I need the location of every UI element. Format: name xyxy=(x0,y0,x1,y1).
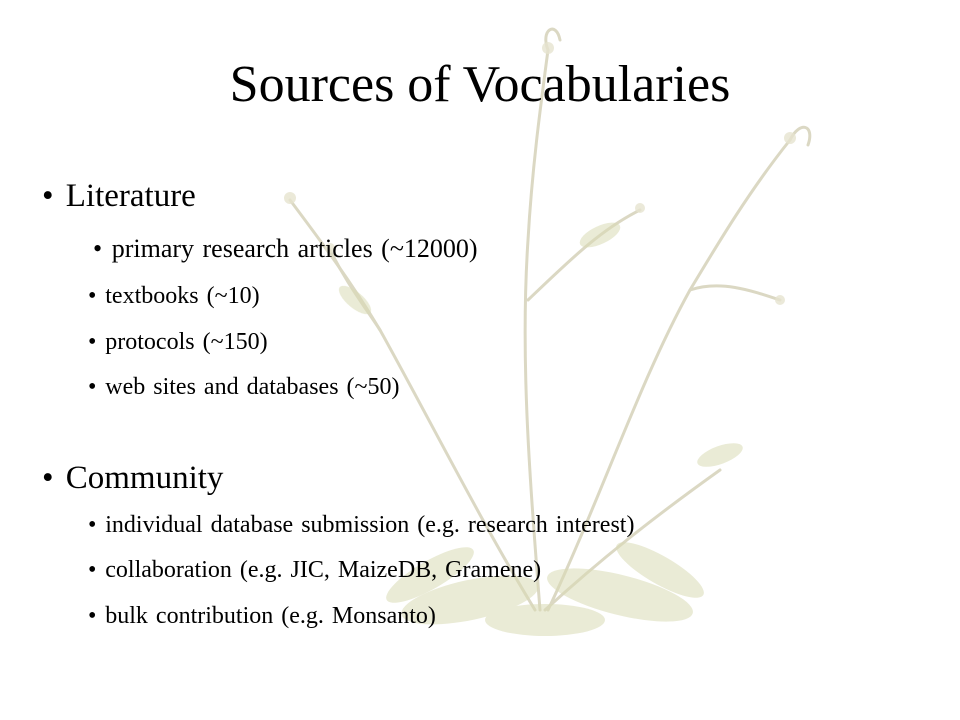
list-item-label: primary research articles (~12000) xyxy=(111,234,478,263)
list-item-label: bulk contribution (e.g. Monsanto) xyxy=(105,603,436,629)
list-item xyxy=(88,372,400,402)
list-item-label: collaboration (e.g. JIC, MaizeDB, Gramene) xyxy=(105,557,542,583)
bullet: • xyxy=(88,374,97,400)
list-item xyxy=(88,601,436,631)
slide-title: Sources of Vocabularies xyxy=(229,56,731,113)
list-item-label: web sites and databases (~50) xyxy=(105,374,400,400)
list-item xyxy=(88,555,541,585)
list-item-label: individual database submission (e.g. research interest) xyxy=(105,512,635,538)
list-item-label: protocols (~150) xyxy=(105,329,268,355)
bullet: • xyxy=(42,178,54,214)
list-item xyxy=(88,510,634,540)
bullet: • xyxy=(42,460,54,496)
bullet: • xyxy=(88,329,97,355)
list-item xyxy=(93,234,478,264)
section-heading-literature xyxy=(42,176,196,216)
bullet: • xyxy=(88,283,97,309)
bullet: • xyxy=(88,603,97,629)
list-item-label: textbooks (~10) xyxy=(105,283,260,309)
section-heading-label: Literature xyxy=(65,178,196,214)
list-item xyxy=(88,327,268,357)
bullet: • xyxy=(88,557,97,583)
section-heading-label: Community xyxy=(65,460,224,496)
list-item xyxy=(88,281,260,311)
bullet: • xyxy=(93,234,103,263)
bullet: • xyxy=(88,512,97,538)
section-heading-community xyxy=(42,458,223,498)
